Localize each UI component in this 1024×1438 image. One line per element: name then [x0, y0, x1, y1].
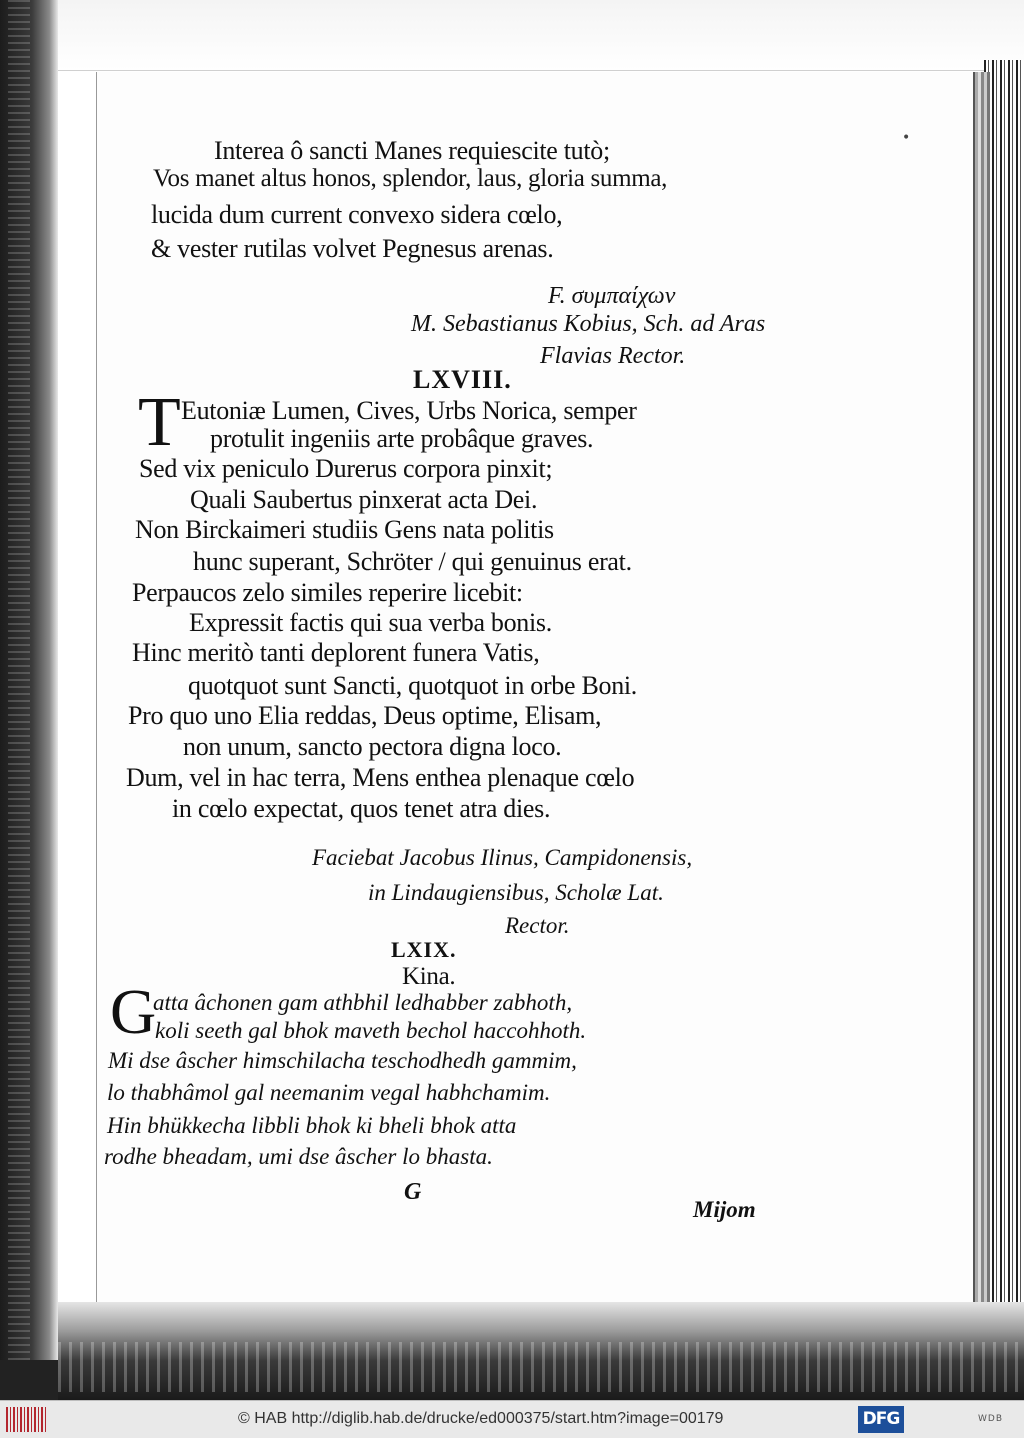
signature-mark: G: [404, 1179, 422, 1205]
sig2-line-3: Rector.: [505, 913, 570, 938]
poem2-line-3: Sed vix peniculo Durerus corpora pinxit;: [139, 454, 553, 483]
poem3-line-2: koli seeth gal bhok maveth bechol haccohhoth.: [155, 1018, 587, 1043]
poem2-line-2: protulit ingeniis arte probâque graves.: [210, 424, 594, 453]
poem2-line-5: Non Birckaimeri studiis Gens nata politis: [135, 515, 554, 544]
wdb-logo[interactable]: WDB: [978, 1414, 1004, 1424]
poem2-line-13: Dum, vel in hac terra, Mens enthea plenaque cœlo: [126, 763, 635, 792]
poem2-line-4: Quali Saubertus pinxerat acta Dei.: [190, 485, 538, 514]
poem2-line-6: hunc superant, Schröter / qui genuinus erat.: [193, 547, 632, 576]
stanza1-line-2: Vos manet altus honos, splendor, laus, gloria summa,: [153, 165, 668, 192]
dropcap-t: T: [138, 384, 181, 461]
sig2-line-2: in Lindaugiensibus, Scholæ Lat.: [368, 880, 664, 905]
scan-bottom-edge: [58, 1302, 1024, 1400]
poem-heading-lxviii: LXVIII.: [413, 365, 512, 394]
poem2-line-10: quotquot sunt Sancti, quotquot in orbe Boni.: [188, 671, 638, 700]
poem3-line-4: lo thabhâmol gal neemanim vegal habhchamim.: [107, 1080, 551, 1105]
hab-logo-icon[interactable]: [6, 1407, 46, 1432]
stanza1-line-3: lucida dum current convexo sidera cœlo,: [151, 200, 563, 229]
dropcap-g: G: [110, 976, 157, 1047]
dfg-logo[interactable]: DFG: [858, 1406, 904, 1433]
page-speck: •: [902, 130, 911, 146]
poem2-line-9: Hinc meritò tanti deplorent funera Vatis,: [132, 638, 540, 667]
viewer-footer: [0, 1400, 1024, 1438]
poem3-line-1: atta âchonen gam athbhil ledhabber zabhoth,: [153, 990, 573, 1015]
stanza1-line-1: Interea ô sancti Manes requiescite tutò;: [214, 136, 610, 165]
scan-top-edge: [58, 0, 1024, 71]
sig2-line-1: Faciebat Jacobus Ilinus, Campidonensis,: [312, 845, 693, 870]
poem-heading-lxix: LXIX.: [391, 937, 457, 962]
scan-left-edge: [0, 0, 58, 1360]
catchword: Mijom: [693, 1197, 756, 1222]
poem3-line-3: Mi dse âscher himschilacha teschodhedh gammim,: [108, 1048, 577, 1073]
poem3-line-5: Hin bhükkecha libbli bhok ki bheli bhok atta: [107, 1113, 517, 1138]
poem2-line-11: Pro quo uno Elia reddas, Deus optime, Elisam,: [128, 701, 602, 730]
scan-page-edges: [984, 60, 1024, 1360]
sig1-line-2: M. Sebastianus Kobius, Sch. ad Aras: [411, 311, 766, 337]
sig1-line-3: Flavias Rector.: [540, 343, 686, 369]
scan-corner: [0, 1360, 58, 1400]
credit-link[interactable]: © HAB http://diglib.hab.de/drucke/ed000375/start.htm?image=00179: [238, 1410, 724, 1427]
poem2-line-1: Eutoniæ Lumen, Cives, Urbs Norica, semper: [181, 396, 637, 425]
poem2-line-14: in cœlo expectat, quos tenet atra dies.: [172, 794, 551, 823]
poem3-line-6: rodhe bheadam, umi dse âscher lo bhasta.: [104, 1144, 493, 1169]
poem2-line-7: Perpaucos zelo similes reperire licebit:: [132, 578, 523, 607]
sig1-line-1: F. συμπαίχων: [548, 283, 676, 309]
poem2-line-12: non unum, sancto pectora digna loco.: [183, 732, 562, 761]
stanza1-line-4: & vester rutilas volvet Pegnesus arenas.: [151, 234, 554, 263]
poem-subheading-kina: Kina.: [402, 963, 456, 990]
poem2-line-8: Expressit factis qui sua verba bonis.: [189, 608, 552, 637]
